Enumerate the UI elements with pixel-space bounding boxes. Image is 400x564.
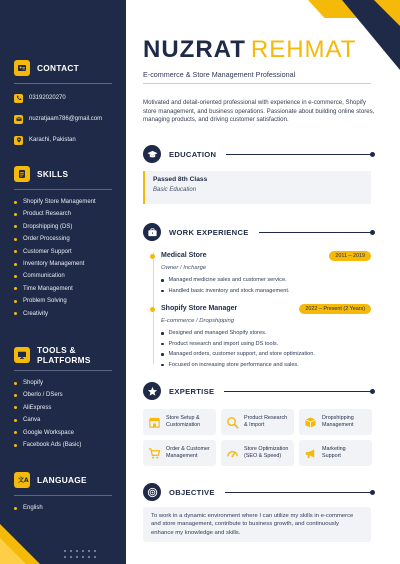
first-name: NUZRAT — [143, 36, 246, 63]
expertise-card: Order & Customer Management — [143, 440, 216, 466]
list-item: Canva — [14, 414, 114, 426]
cart-icon — [147, 446, 161, 460]
list-item: English — [14, 502, 114, 514]
skills-title: SKILLS — [37, 169, 69, 179]
target-icon — [143, 483, 161, 501]
language-icon — [14, 472, 30, 488]
job-role: E-commerce & Store Management Professional — [143, 70, 296, 79]
job-subtitle: E-commerce / Dropshipping — [161, 318, 235, 324]
expertise-card: Dropshipping Management — [299, 409, 372, 435]
list-item: Product Research — [14, 208, 114, 220]
list-item: Facebook Ads (Basic) — [14, 439, 114, 451]
email-icon — [14, 115, 23, 124]
store-icon — [147, 415, 161, 429]
list-item: Focused on increasing store performance and sales. — [161, 360, 315, 371]
job-date-badge: 2022 – Present (2 Years) — [299, 304, 371, 314]
list-item: Shopify — [14, 377, 114, 389]
job-duties — [161, 275, 289, 296]
objective-text: To work in a dynamic environment where I can utilize my skills in e-commerce and store management, contribute to business growth, and continuously enhance my knowledge and skills. — [143, 507, 371, 542]
list-item: Problem Solving — [14, 295, 114, 307]
gauge-icon — [225, 446, 239, 460]
sidebar — [0, 0, 126, 564]
list-item: Order Processing — [14, 233, 114, 245]
language-section — [14, 471, 114, 514]
skills-divider — [14, 189, 112, 190]
job-subtitle: Owner / Incharge — [161, 265, 207, 271]
list-item: Creativity — [14, 308, 114, 320]
tools-title: TOOLS & PLATFORMS — [37, 345, 91, 365]
expertise-card: Product Research & Import — [221, 409, 294, 435]
objective-header — [143, 483, 373, 501]
objective-title: OBJECTIVE — [169, 487, 215, 497]
briefcase-icon — [143, 223, 161, 241]
experience-title: WORK EXPERIENCE — [169, 227, 249, 237]
tools-divider — [14, 370, 112, 371]
contact-card-icon — [14, 60, 30, 76]
box-icon — [303, 415, 317, 429]
contact-phone — [14, 92, 114, 104]
contact-location — [14, 134, 114, 146]
timeline-dot — [150, 307, 155, 312]
expertise-card: Store Setup & Customization — [143, 409, 216, 435]
contact-email — [14, 113, 114, 125]
section-rule — [224, 391, 373, 392]
expertise-card: Marketing Support — [299, 440, 372, 466]
timeline-dot — [150, 254, 155, 259]
last-name: REHMAT — [250, 36, 357, 63]
location-text: Karachi, Pakistan — [29, 137, 76, 143]
education-level: Basic Education — [153, 187, 197, 193]
phone-text[interactable]: 03192020270 — [29, 95, 66, 101]
experience-header — [143, 223, 373, 241]
education-card — [143, 171, 371, 204]
list-item: Designed and managed Shopify stores. — [161, 328, 315, 339]
language-title: LANGUAGE — [37, 475, 87, 485]
section-rule — [226, 154, 373, 155]
megaphone-icon — [303, 446, 317, 460]
education-title: EDUCATION — [169, 149, 217, 159]
skills-header — [14, 165, 114, 183]
section-rule — [259, 232, 373, 233]
education-degree: Passed 8th Class — [153, 176, 208, 183]
language-list — [14, 502, 114, 514]
expertise-header — [143, 382, 373, 400]
header-divider — [143, 83, 371, 84]
skills-section — [14, 165, 114, 320]
language-header — [14, 471, 114, 489]
list-item: Inventory Management — [14, 258, 114, 270]
expertise-card: Store Optimization (SEO & Speed) — [221, 440, 294, 466]
skills-list — [14, 196, 114, 320]
list-item: Oberlo / DSers — [14, 389, 114, 401]
list-item: Managed orders, customer support, and store optimization. — [161, 349, 315, 360]
education-header — [143, 145, 373, 163]
job-date-badge: 2011 – 2019 — [329, 251, 371, 261]
full-name — [143, 36, 356, 64]
tools-list — [14, 377, 114, 451]
list-item: Shopify Store Management — [14, 196, 114, 208]
graduation-cap-icon — [143, 145, 161, 163]
tools-section — [14, 346, 114, 451]
list-item: Customer Support — [14, 246, 114, 258]
corner-triangle-decoration — [0, 538, 26, 564]
contact-section — [14, 59, 114, 146]
list-item: Handled basic inventory and stock management. — [161, 286, 289, 297]
job-duties — [161, 328, 315, 370]
svg-text:文A: 文A — [18, 477, 29, 484]
phone-icon — [14, 94, 23, 103]
star-icon — [143, 382, 161, 400]
list-item: Google Workspace — [14, 427, 114, 439]
dot-pattern-decoration — [62, 548, 96, 560]
job-title: Medical Store — [161, 252, 207, 259]
language-divider — [14, 495, 112, 496]
list-item: Product research and import using DS tools. — [161, 339, 315, 350]
email-text[interactable]: nuzratjaam786@gmail.com — [29, 116, 103, 122]
job-title: Shopify Store Manager — [161, 305, 238, 312]
tools-header — [14, 346, 114, 364]
list-item: AliExpress — [14, 402, 114, 414]
list-item: Managed medicine sales and customer service. — [161, 275, 289, 286]
location-pin-icon — [14, 136, 23, 145]
list-item: Communication — [14, 270, 114, 282]
monitor-icon — [14, 347, 30, 363]
contact-header — [14, 59, 114, 77]
skills-list-icon — [14, 166, 30, 182]
section-rule — [225, 492, 373, 493]
magnifier-icon — [225, 415, 239, 429]
expertise-grid — [143, 409, 373, 466]
contact-title: CONTACT — [37, 63, 80, 73]
expertise-title: EXPERTISE — [169, 386, 215, 396]
profile-summary: Motivated and detail-oriented professional with experience in e-commerce, Shopify store management, and business operations. Passionate about building online stores, managing products, and driving customer satisfaction. — [143, 99, 375, 124]
list-item: Dropshipping (DS) — [14, 221, 114, 233]
top-right-gold-triangle — [374, 0, 400, 26]
list-item: Time Management — [14, 283, 114, 295]
contact-divider — [14, 83, 112, 84]
